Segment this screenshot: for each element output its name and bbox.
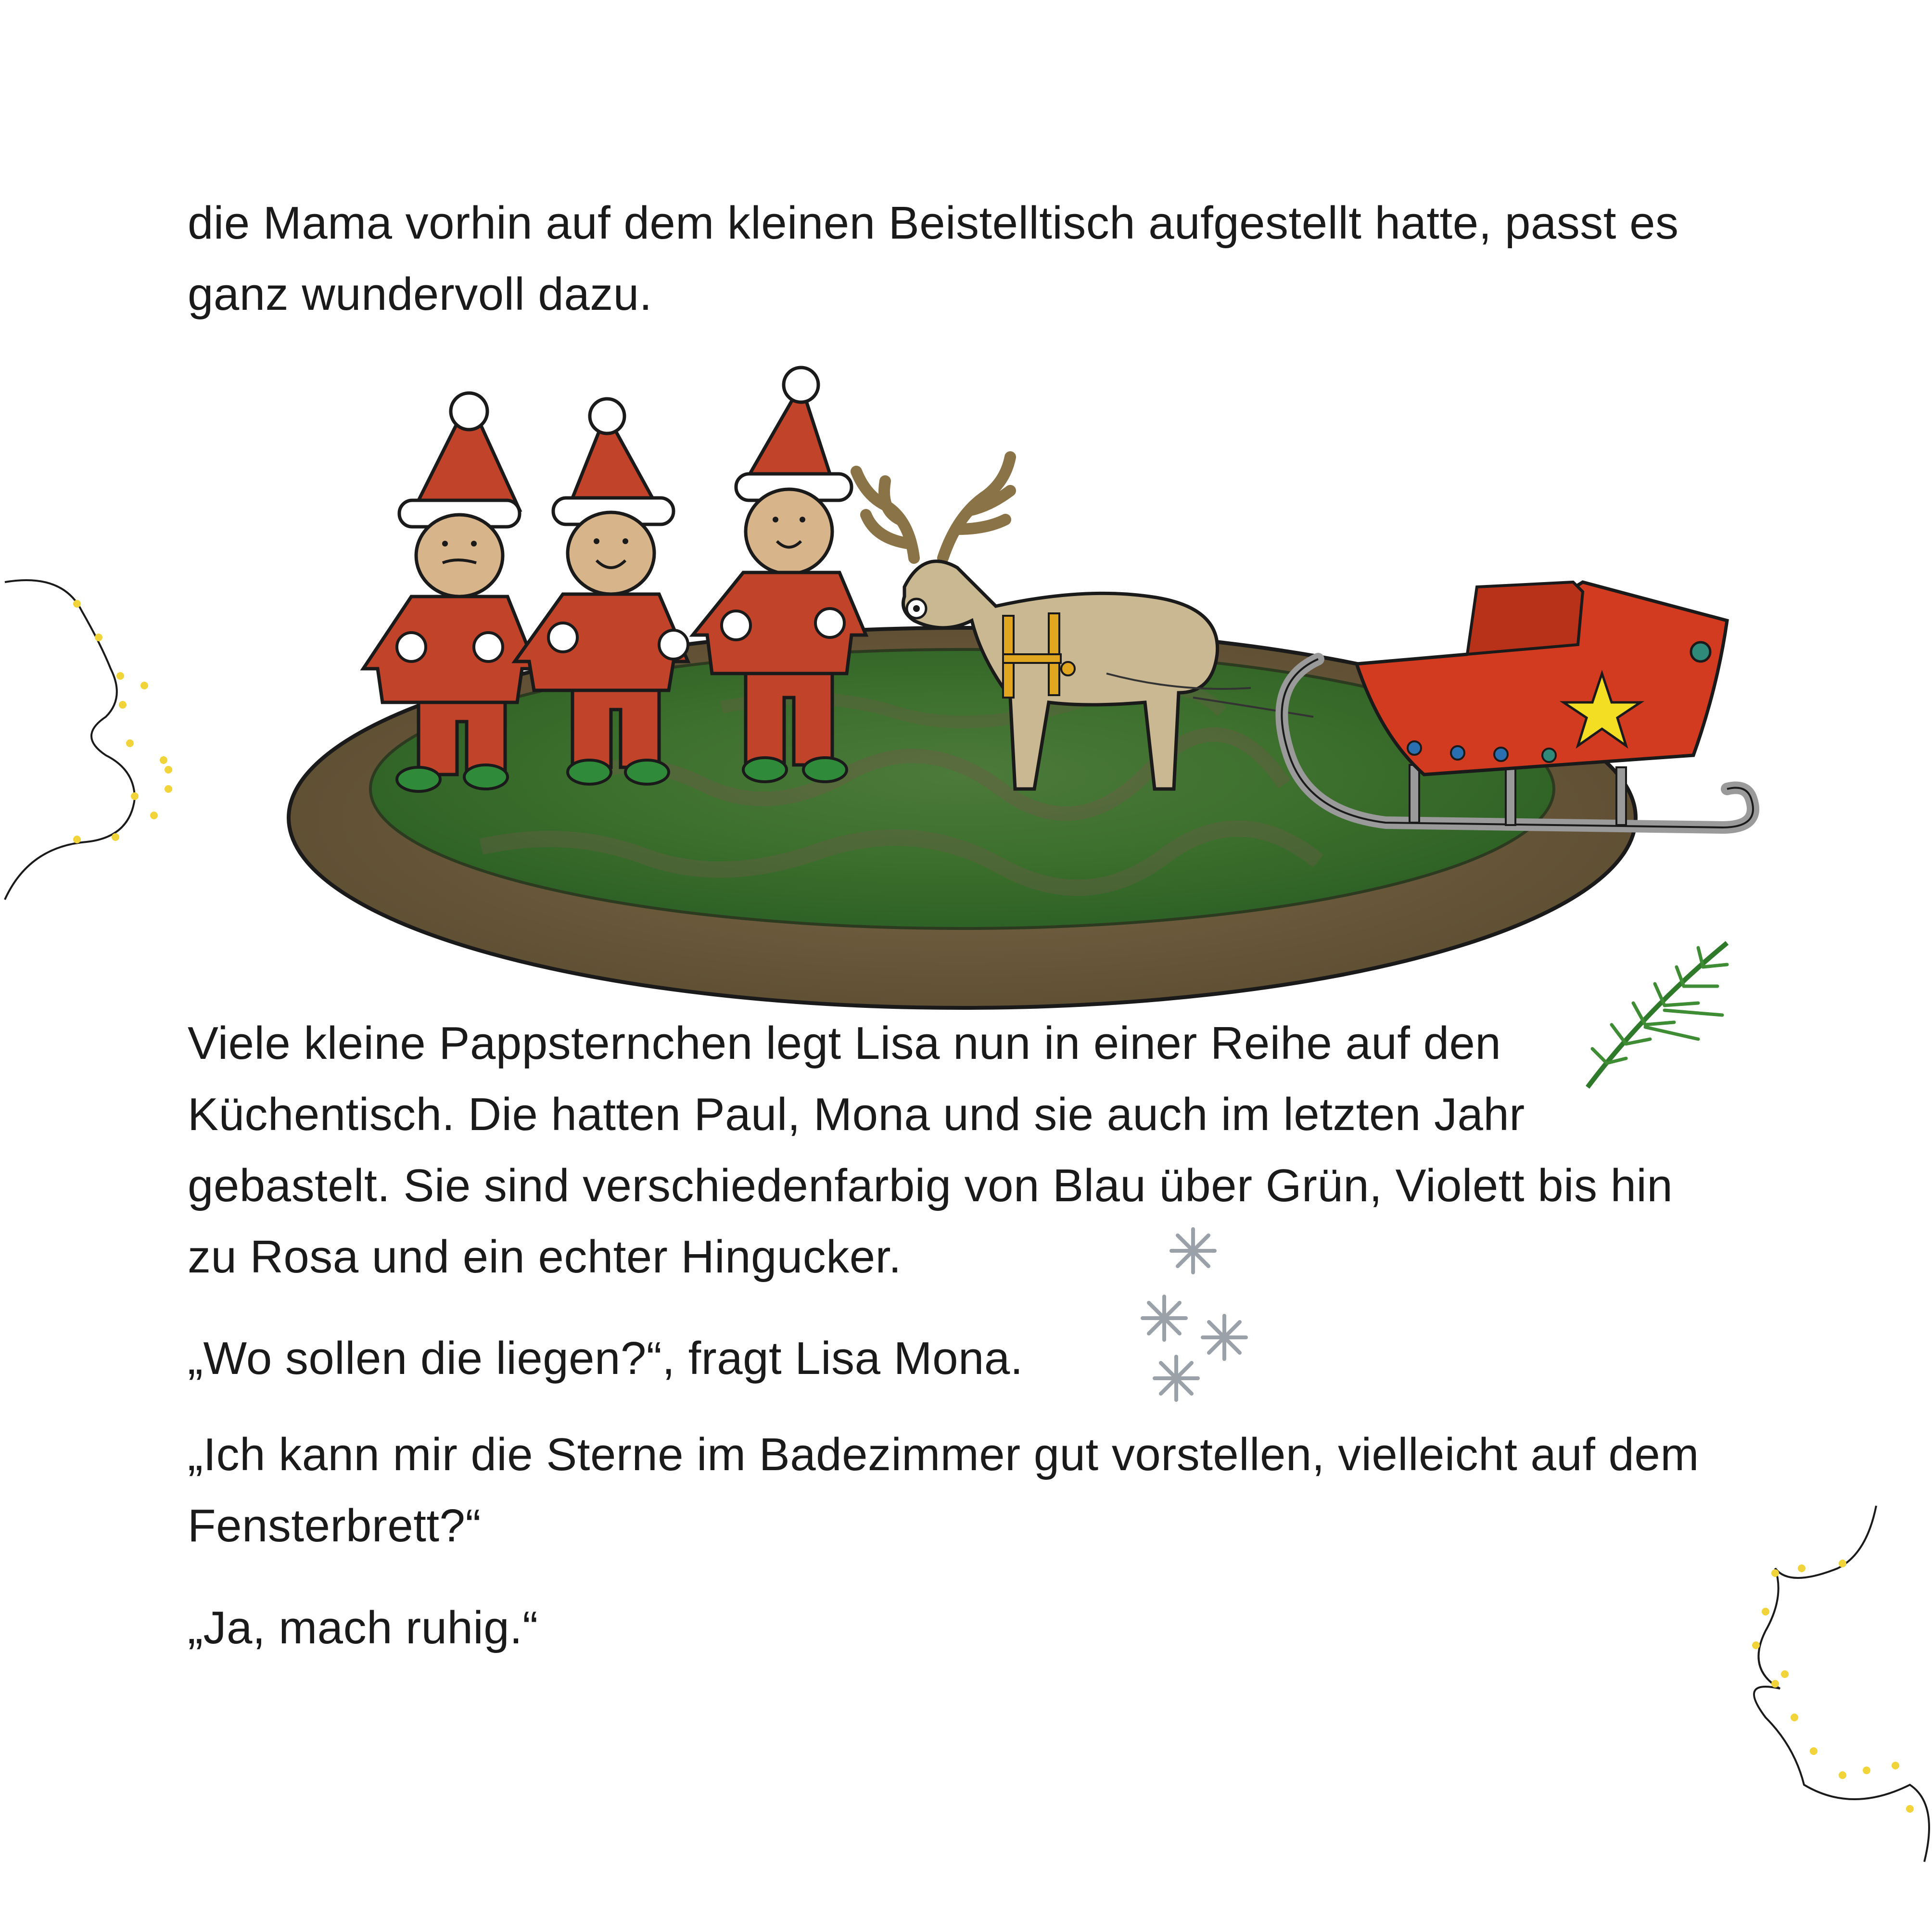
fairy-lights-icon xyxy=(0,568,202,914)
paragraph-question: „Wo sollen die liegen?“, fragt Lisa Mona. xyxy=(188,1333,1023,1384)
paragraph-pappsterne: Viele kleine Pappsternchen legt Lisa nun in einer Reihe auf den Küchentisch. Die hatten Paul, Mona und sie auch im letzten Jahr gebastelt. Sie sind verschiedenfarbig von Blau über Grün, Violett bis hin zu Rosa und ein echter Hingucker. xyxy=(188,1017,1673,1283)
paragraph-reply: „Ja, mach ruhig.“ xyxy=(188,1602,538,1653)
paragraph-intro: die Mama vorhin auf dem kleinen Beistelltisch aufgestellt hatte, passt es ganz wundervoll dazu. xyxy=(188,197,1679,320)
paragraph-answer: „Ich kann mir die Sterne im Badezimmer gut vorstellen, vielleicht auf dem Fensterbrett?“ xyxy=(188,1429,1699,1551)
fairy-lights-icon xyxy=(1722,1501,1932,1876)
